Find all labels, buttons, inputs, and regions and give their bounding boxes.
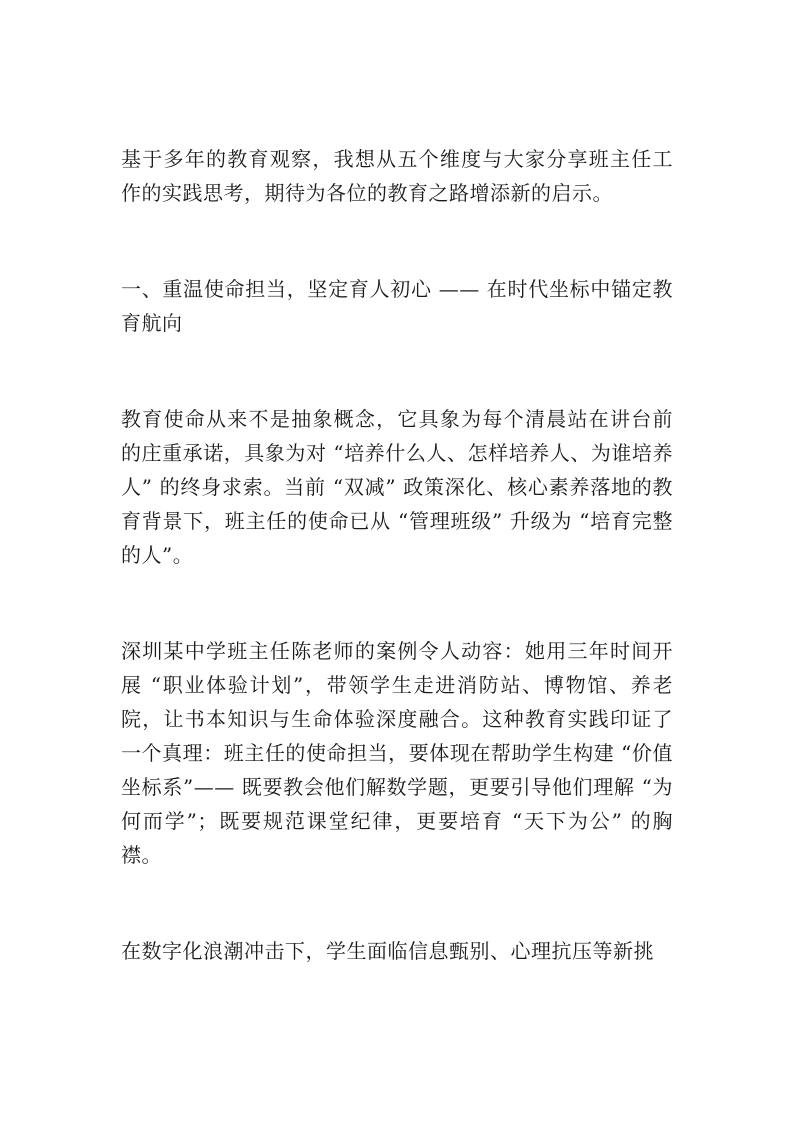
body-paragraph: 教育使命从来不是抽象概念，它具象为每个清晨站在讲台前的庄重承诺，具象为对 “培养什么人、怎样培养人、为谁培养人” 的终身求索。当前 “双减” 政策深化、核心素养落地的教育背景下，班主任的使命已从 “管理班级” 升级为 “培育完整的人”。 <box>121 407 673 567</box>
document-page <box>121 142 673 968</box>
body-paragraph: 在数字化浪潮冲击下，学生面临信息甄别、心理抗压等新挑 <box>121 939 654 963</box>
section-heading: 一、重温使命担当，坚定育人初心 —— 在时代坐标中锚定教育航向 <box>121 277 673 335</box>
body-paragraph: 深圳某中学班主任陈老师的案例令人动容：她用三年时间开展 “职业体验计划”，带领学生走进消防站、博物馆、养老院，让书本知识与生命体验深度融合。这种教育实践印证了一个真理：班主任的使命担当，要体现在帮助学生构建 “价值坐标系”—— 既要教会他们解数学题，更要引导他们理解 “为何而学”；既要规范课堂纪律，更要培育 “天下为公” 的胸襟。 <box>121 639 673 867</box>
intro-paragraph: 基于多年的教育观察，我想从五个维度与大家分享班主任工作的实践思考，期待为各位的教育之路增添新的启示。 <box>121 147 673 205</box>
